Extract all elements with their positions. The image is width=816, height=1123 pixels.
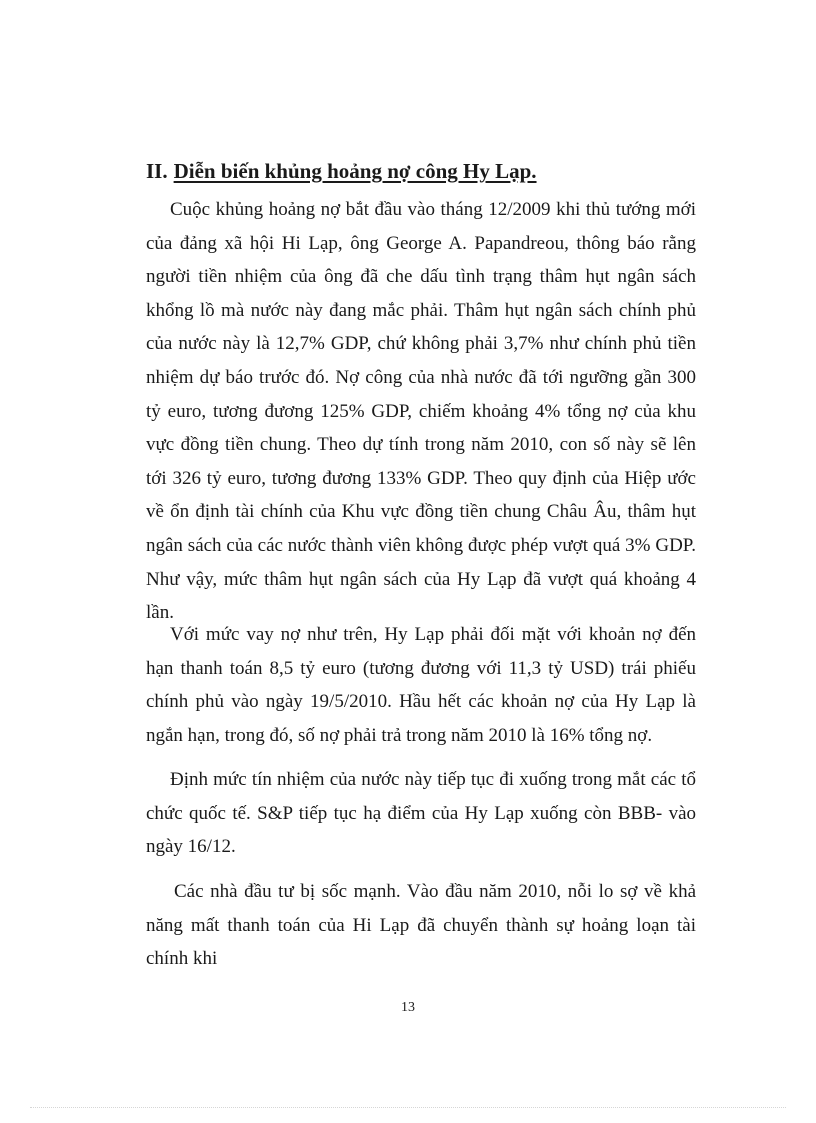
- paragraph-debt-due: Với mức vay nợ như trên, Hy Lạp phải đối mặt với khoản nợ đến hạn thanh toán 8,5 tỷ euro (tương đương với 11,3 tỷ USD) trái phiếu chính phủ vào ngày 19/5/2010. Hầu hết các khoản nợ của Hy Lạp là ngắn hạn, trong đó, số nợ phải trả trong năm 2010 là 16% tổng nợ.: [146, 624, 696, 746]
- page-number: 13: [401, 1000, 415, 1015]
- section-number: II.: [146, 159, 168, 183]
- paragraph-credit-rating: Định mức tín nhiệm của nước này tiếp tục đi xuống trong mắt các tổ chức quốc tế. S&P tiếp tục hạ điểm của Hy Lạp xuống còn BBB- vào ngày 16/12.: [146, 769, 696, 858]
- section-title: Diễn biến khủng hoảng nợ công Hy Lạp.: [173, 159, 537, 183]
- section-heading: [146, 157, 537, 185]
- paragraph-debt-crisis-start: Cuộc khủng hoảng nợ bắt đầu vào tháng 12/2009 khi thủ tướng mới của đảng xã hội Hi Lạp, ông George A. Papandreou, thông báo rằng người tiền nhiệm của ông đã che dấu tình trạng thâm hụt ngân sách khổng lồ mà nước này đang mắc phải. Thâm hụt ngân sách chính phủ của nước này là 12,7% GDP, chứ không phải 3,7% như chính phủ tiền nhiệm dự báo trước đó. Nợ công của nhà nước đã tới ngưỡng gần 300 tỷ euro, tương đương 125% GDP, chiếm khoảng 4% tổng nợ của khu vực đồng tiền chung. Theo dự tính trong năm 2010, con số này sẽ lên tới 326 tỷ euro, tương đương 133% GDP. Theo quy định của Hiệp ước về ổn định tài chính của Khu vực đồng tiền chung Châu Âu, thâm hụt ngân sách của các nước thành viên không được phép vượt quá 3% GDP. Như vậy, mức thâm hụt ngân sách của Hy Lạp đã vượt quá khoảng 4 lần.: [146, 199, 696, 624]
- page-bottom-divider: [30, 1107, 786, 1108]
- paragraph-investor-shock: Các nhà đầu tư bị sốc mạnh. Vào đầu năm 2010, nỗi lo sợ về khả năng mất thanh toán của Hi Lạp đã chuyển thành sự hoảng loạn tài chính khi: [146, 881, 696, 970]
